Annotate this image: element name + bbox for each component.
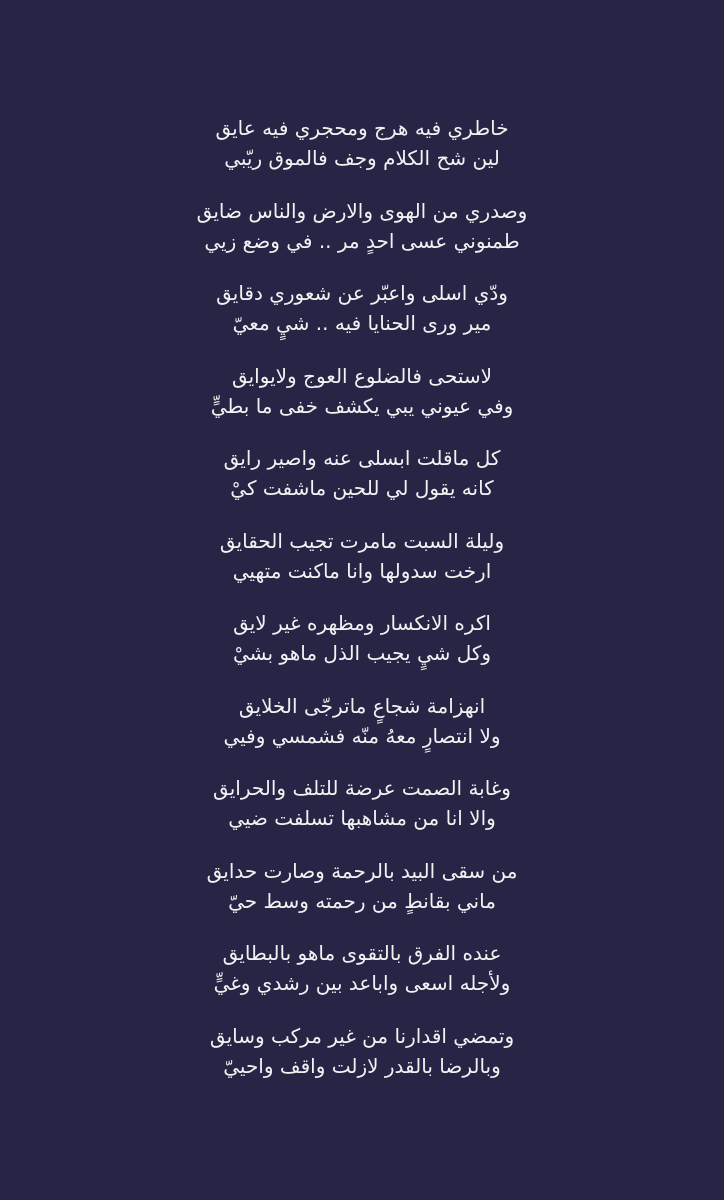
- verse-line-second: لين شح الكلام وجف فالموق ريّبي: [224, 146, 500, 170]
- verse-line-first: كل ماقلت ابسلى عنه واصير رايق: [223, 446, 501, 470]
- poem: [0, 113, 724, 1103]
- stanza: [0, 691, 724, 774]
- stanza: [0, 1021, 724, 1104]
- verse-line-second: وفي عيوني يبي يكشف خفى ما بطيٍّ: [210, 393, 514, 418]
- stanza: [0, 938, 724, 1021]
- stanza: [0, 608, 724, 691]
- verse-line-second: مير ورى الحنايا فيه .. شيٍ معيّ: [232, 311, 492, 335]
- stanza: [0, 196, 724, 279]
- verse-line-first: ودّي اسلى واعبّر عن شعوري دقايق: [216, 281, 508, 305]
- verse-line-second: طمنوني عسى احدٍ مر .. في وضع زيي: [204, 228, 520, 253]
- verse-line-first: وليلة السبت مامرت تجيب الحقايق: [219, 528, 505, 553]
- verse-line-first: اكره الانكسار ومظهره غير لايق: [233, 611, 491, 635]
- verse-line-first: وغابة الصمت عرضة للتلف والحرايق: [213, 776, 511, 800]
- verse-line-first: من سقى البيد بالرحمة وصارت حدايق: [206, 858, 518, 883]
- verse-line-second: والا انا من مشاهبها تسلفت ضيي: [228, 806, 496, 830]
- verse-line-first: وتمضي اقدارنا من غير مركب وسايق: [209, 1023, 515, 1048]
- stanza: [0, 278, 724, 361]
- stanza: [0, 856, 724, 939]
- stanza: [0, 361, 724, 444]
- stanza: [0, 113, 724, 196]
- verse-line-second: وبالرضا بالقدر لازلت واقف واحييّ: [223, 1053, 501, 1078]
- verse-line-second: وكل شيٍ يجيب الذل ماهو بشيْ: [232, 641, 492, 665]
- verse-line-first: عنده الفرق بالتقوى ماهو بالبطايق: [222, 941, 502, 965]
- verse-line-first: لاستحى فالضلوع العوج ولايوايق: [231, 363, 493, 388]
- stanza: [0, 773, 724, 856]
- verse-line-second: ولأجله اسعى واباعد بين رشدي وغيٍّ: [213, 971, 511, 995]
- stanza: [0, 443, 724, 526]
- verse-line-second: ماني بقانطٍ من رحمته وسط حيّ: [228, 888, 496, 913]
- verse-line-first: خاطري فيه هرج ومحجري فيه عايق: [215, 116, 509, 140]
- verse-line-second: كانه يقول لي للحين ماشفت كيْ: [230, 476, 494, 500]
- verse-line-first: وصدري من الهوى والارض والناس ضايق: [196, 198, 528, 223]
- verse-line-first: انهزامة شجاعٍ ماترجّى الخلايق: [238, 693, 486, 718]
- stanza: [0, 526, 724, 609]
- verse-line-second: ارخت سدولها وانا ماكنت متهيي: [232, 558, 492, 583]
- verse-line-second: ولا انتصارٍ معهُ منّه فشمسي وفيي: [223, 723, 501, 748]
